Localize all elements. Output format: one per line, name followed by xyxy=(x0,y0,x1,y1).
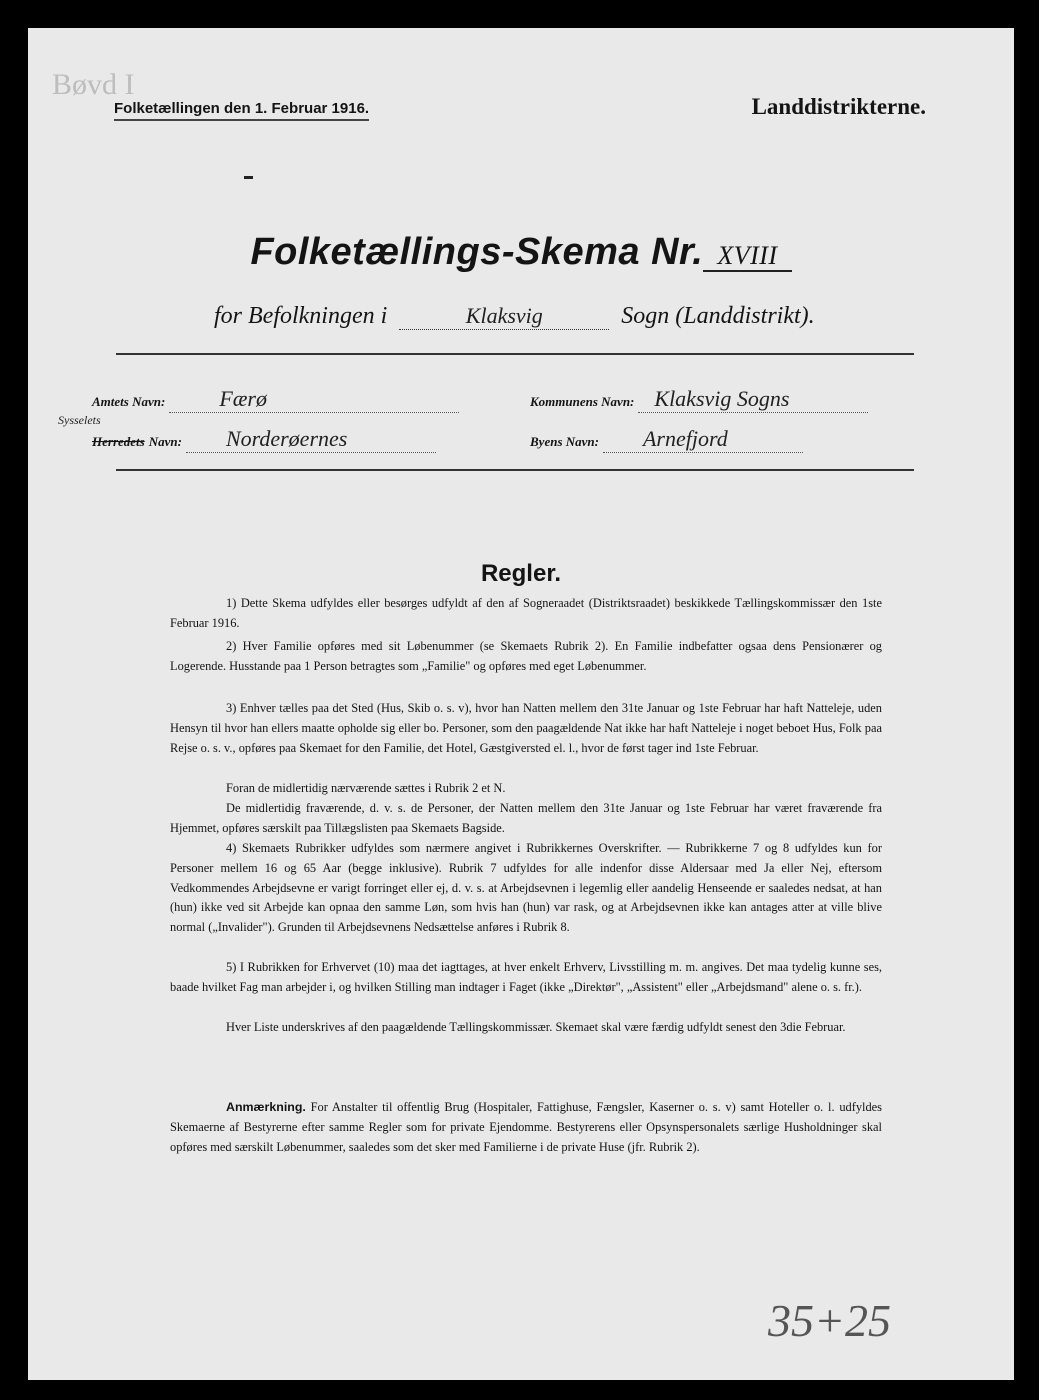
rule-1-text: 1) Dette Skema udfyldes eller besørges udfyldt af den af Sogneraadet (Distriktsraadet) beskikkede Tællingskommissær den 1ste Februar 1916. xyxy=(170,596,882,630)
note-paragraph xyxy=(170,1098,882,1157)
herred-label-suffix: Navn: xyxy=(148,434,182,449)
district-type-header: Landdistrikterne. xyxy=(751,94,926,119)
census-form-page xyxy=(28,28,1014,1380)
census-date-header: Folketællingen den 1. Februar 1916. xyxy=(114,100,369,121)
amt-value-handwritten: Færø xyxy=(169,386,459,413)
herred-value-handwritten: Norderøernes xyxy=(186,426,436,453)
by-field xyxy=(530,426,803,453)
subtitle-suffix: Sogn (Landdistrikt). xyxy=(621,303,815,329)
form-title xyxy=(28,231,1014,274)
note-label: Anmærkning. xyxy=(226,1100,306,1114)
pencil-annotation: 35+25 xyxy=(768,1295,892,1346)
form-subtitle xyxy=(214,303,815,330)
rule-2-text: 2) Hver Familie opføres med sit Løbenummer (se Skemaets Rubrik 2). En Familie indbefatter ogsaa dens Pensionærer og Logerende. Husstande paa 1 Person betragtes som „Familie" og opføres med eget Løbenummer. xyxy=(170,639,882,673)
bottom-divider xyxy=(116,469,914,471)
rule-3-text: 3) Enhver tælles paa det Sted (Hus, Skib o. s. v), hvor han Natten mellem den 31te Januar og 1ste Februar har haft Natteleje, uden Hensyn til hvor han ellers maatte opholde sig eller bo. Personer, som den paagældende Nat ikke har haft Natteleje i noget beboet Hus, Folk paa Rejse o. s. v., opføres paa Skemaet for den Familie, det Hotel, Gæstgiversted el. l., hvor de først tager ind 1ste Februar. xyxy=(170,701,882,755)
rule-3-note-n-text: Foran de midlertidig nærværende sættes i Rubrik 2 et N. xyxy=(226,781,506,795)
rule-3 xyxy=(170,699,882,758)
amt-field xyxy=(92,386,459,413)
rule-signature xyxy=(170,1018,882,1038)
rule-4-text: 4) Skemaets Rubrikker udfyldes som nærmere angivet i Rubrikkernes Overskrifter. — Rubrikkerne 7 og 8 udfyldes kun for Personer mellem 16 og 65 Aar (begge inklusive). Rubrik 7 udfyldes for alle indenfor disse Aldersaar med Ja eller Nej, eftersom Vedkommendes Arbejdsevne er varigt forringet eller ej, d. v. s. at Arbejdsevnen i legemlig eller aandelig Henseende er saaledes nedsat, at han (hun) ikke ved sit Arbejde kan opnaa den samme Løn, som hvis han (hun) var rask, og at Arbejdsevnen ikke kan antages atter at ville blive normal („Invalider"). Grunden til Arbejdsevnens Nedsættelse anføres i Rubrik 8. xyxy=(170,841,882,935)
herred-handwritten-label: Sysselets xyxy=(58,413,101,427)
herred-field xyxy=(92,426,436,453)
rule-4 xyxy=(170,839,882,938)
rules-heading: Regler. xyxy=(480,560,562,587)
kommune-field xyxy=(530,386,868,413)
kommune-label: Kommunens Navn: xyxy=(530,394,635,409)
rule-3-note-absent-text: De midlertidig fraværende, d. v. s. de Personer, der Natten mellem den 31te Januar og 1ste Februar har været fraværende fra Hjemmet, opføres særskilt paa Tillægslisten paa Skemaets Bagside. xyxy=(170,801,882,835)
rule-3-note-absent xyxy=(170,799,882,839)
rule-signature-text: Hver Liste underskrives af den paagældende Tællingskommissær. Skemaet skal være færdig udfyldt senest den 3die Februar. xyxy=(226,1020,846,1034)
rule-3-note-n xyxy=(170,779,882,799)
ink-mark xyxy=(244,176,253,179)
herred-label-struck: Herredets xyxy=(92,434,145,449)
by-label: Byens Navn: xyxy=(530,434,599,449)
form-title-text: Folketællings-Skema Nr. xyxy=(250,231,704,273)
rule-5-text: 5) I Rubrikken for Erhvervet (10) maa det iagttages, at hver enkelt Erhverv, Livsstilling m. m. angives. Det maa tydelig kunne ses, baade hvilket Fag man arbejder i, og hvilken Stilling man indtager i Faget (ikke „Direktør", „Assistent" eller „Arbejdsmand" alene o. s. fr.). xyxy=(170,960,882,994)
subtitle-prefix: for Befolkningen i xyxy=(214,303,388,329)
form-number: XVIII xyxy=(703,241,791,272)
rule-5 xyxy=(170,958,882,998)
by-value-handwritten: Arnefjord xyxy=(603,426,803,453)
parish-name-handwritten: Klaksvig xyxy=(399,303,609,330)
rule-1 xyxy=(170,594,882,634)
archive-stamp: Bøvd I xyxy=(52,68,135,101)
kommune-value-handwritten: Klaksvig Sogns xyxy=(638,386,868,413)
top-divider xyxy=(116,353,914,355)
amt-label: Amtets Navn: xyxy=(92,394,166,409)
note-text: For Anstalter til offentlig Brug (Hospitaler, Fattighuse, Fængsler, Kaserner o. s. v) samt Hoteller o. l. udfyldes Skemaerne af Bestyrerne efter samme Regler som for private Ejendomme. Bestyrerens eller Opsynspersonalets særlige Husholdninger skal opføres med særskilt Løbenummer, saaledes som det sker med Familierne i de private Huse (jfr. Rubrik 2). xyxy=(170,1100,882,1154)
rule-2 xyxy=(170,637,882,677)
